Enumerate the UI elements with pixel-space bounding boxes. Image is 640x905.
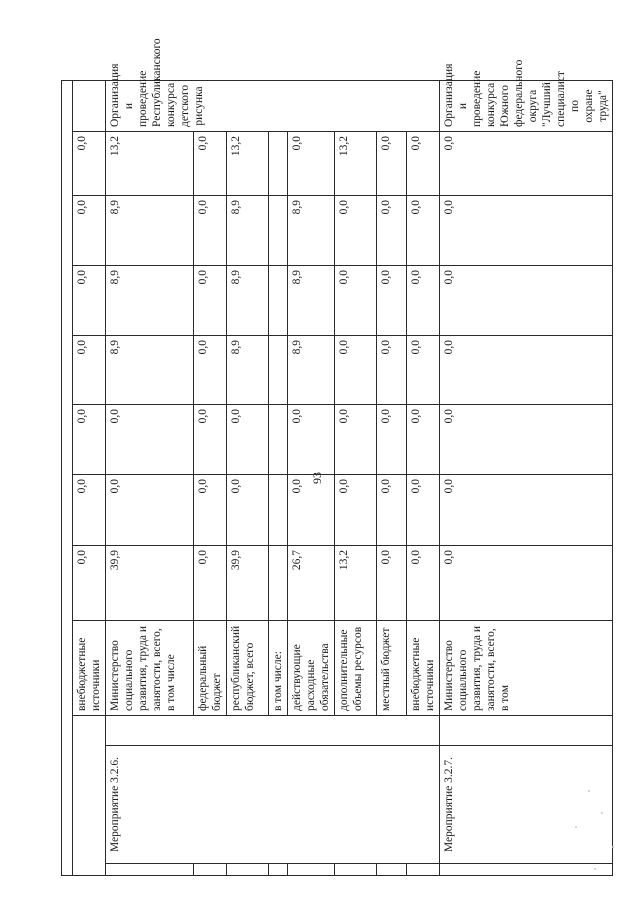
value-cell: 0,0 xyxy=(335,405,377,475)
value-cell: 0,0 xyxy=(227,405,269,475)
value-cell: 0,0 xyxy=(73,132,106,196)
value-cell: 0,0 xyxy=(377,266,407,336)
value-cell: 8,9 xyxy=(288,266,335,336)
value-cell: 0,0 xyxy=(335,336,377,405)
measure-number: Мероприятие 3.2.6. xyxy=(106,746,440,864)
table-row xyxy=(440,81,613,876)
value-cell: 0,0 xyxy=(377,475,407,546)
value-cell: 0,0 xyxy=(106,405,194,475)
budget-table-frame xyxy=(61,38,610,876)
value-cell: 0,0 xyxy=(194,405,227,475)
value-cell: 8,9 xyxy=(106,266,194,336)
value-cell: 0,0 xyxy=(194,132,227,196)
value-cell: 0,0 xyxy=(407,546,440,621)
value-cell: 8,9 xyxy=(227,196,269,266)
value-cell: 13,2 xyxy=(335,546,377,621)
value-cell: 0,0 xyxy=(194,196,227,266)
measure-title: Организация и проведение конкурса Южного федерального округа "Лучший специалист по охране труда" xyxy=(440,81,613,132)
source-cell: внебюджетные источники xyxy=(73,621,106,716)
value-cell: 8,9 xyxy=(227,336,269,405)
value-cell xyxy=(269,196,288,266)
value-cell: 0,0 xyxy=(407,132,440,196)
source-cell: Министерство социального развития, труда и занятости, всего, в том числе xyxy=(106,621,194,716)
value-cell: 0,0 xyxy=(227,475,269,546)
source-cell: федеральный бюджет xyxy=(194,621,227,716)
source-cell: республиканский бюджет, всего xyxy=(227,621,269,716)
scan-speck xyxy=(575,826,577,828)
value-cell xyxy=(269,405,288,475)
value-cell: 0,0 xyxy=(440,266,613,336)
value-cell: 13,2 xyxy=(335,132,377,196)
value-cell xyxy=(269,475,288,546)
value-cell: 0,0 xyxy=(288,132,335,196)
scan-speck xyxy=(612,846,614,848)
value-cell: 0,0 xyxy=(407,475,440,546)
value-cell: 0,0 xyxy=(73,405,106,475)
value-cell: 0,0 xyxy=(194,336,227,405)
value-cell: 0,0 xyxy=(288,405,335,475)
budget-table xyxy=(61,38,613,876)
value-cell: 0,0 xyxy=(194,266,227,336)
value-cell: 0,0 xyxy=(440,132,613,196)
value-cell: 0,0 xyxy=(73,196,106,266)
value-cell: 39,9 xyxy=(227,546,269,621)
value-cell: 0,0 xyxy=(377,405,407,475)
value-cell: 0,0 xyxy=(407,336,440,405)
value-cell xyxy=(269,266,288,336)
value-cell: 0,0 xyxy=(440,196,613,266)
value-cell: 0,0 xyxy=(377,196,407,266)
value-cell: 0,0 xyxy=(106,475,194,546)
budget-table-rotated xyxy=(61,38,610,876)
table-top-edge xyxy=(62,81,73,876)
measure-title: Организация и проведение Республиканского конкурса детского рисунка xyxy=(106,81,440,132)
source-cell: местный бюджет xyxy=(377,621,407,716)
scan-speck xyxy=(601,812,603,814)
value-cell: 0,0 xyxy=(407,196,440,266)
value-cell: 0,0 xyxy=(377,132,407,196)
value-cell: 8,9 xyxy=(227,266,269,336)
value-cell: 0,0 xyxy=(440,336,613,405)
value-cell xyxy=(269,546,288,621)
value-cell: 0,0 xyxy=(73,475,106,546)
value-cell: 0,0 xyxy=(73,546,106,621)
value-cell: 8,9 xyxy=(288,196,335,266)
source-cell: действующие расходные обязательства xyxy=(288,621,335,716)
value-cell: 8,9 xyxy=(288,336,335,405)
value-cell: 0,0 xyxy=(194,475,227,546)
scan-speck xyxy=(588,790,590,792)
value-cell: 0,0 xyxy=(407,266,440,336)
value-cell: 0,0 xyxy=(440,405,613,475)
value-cell: 0,0 xyxy=(335,196,377,266)
source-cell: внебюджетные источники xyxy=(407,621,440,716)
value-cell: 0,0 xyxy=(407,405,440,475)
table-row xyxy=(73,81,106,876)
source-cell: в том числе: xyxy=(269,621,288,716)
value-cell: 13,2 xyxy=(227,132,269,196)
value-cell xyxy=(269,132,288,196)
page-number: 93 xyxy=(310,472,324,484)
value-cell: 0,0 xyxy=(194,546,227,621)
value-cell: 0,0 xyxy=(377,546,407,621)
measure-number: Мероприятие 3.2.7. xyxy=(440,746,613,864)
source-cell: Министерство социального развития, труда и занятости, всего, в том xyxy=(440,621,613,716)
value-cell: 0,0 xyxy=(335,266,377,336)
value-cell: 8,9 xyxy=(106,196,194,266)
value-cell: 0,0 xyxy=(73,336,106,405)
value-cell: 0,0 xyxy=(440,475,613,546)
value-cell: 39,9 xyxy=(106,546,194,621)
table-row xyxy=(106,81,194,876)
value-cell: 0,0 xyxy=(440,546,613,621)
value-cell: 8,9 xyxy=(106,336,194,405)
value-cell xyxy=(269,336,288,405)
scan-speck xyxy=(594,868,596,870)
value-cell: 13,2 xyxy=(106,132,194,196)
value-cell: 26,7 xyxy=(288,546,335,621)
value-cell: 0,0 xyxy=(335,475,377,546)
source-cell: дополнительные объемы ресурсов xyxy=(335,621,377,716)
value-cell: 0,0 xyxy=(288,475,335,546)
value-cell: 0,0 xyxy=(377,336,407,405)
value-cell: 0,0 xyxy=(73,266,106,336)
